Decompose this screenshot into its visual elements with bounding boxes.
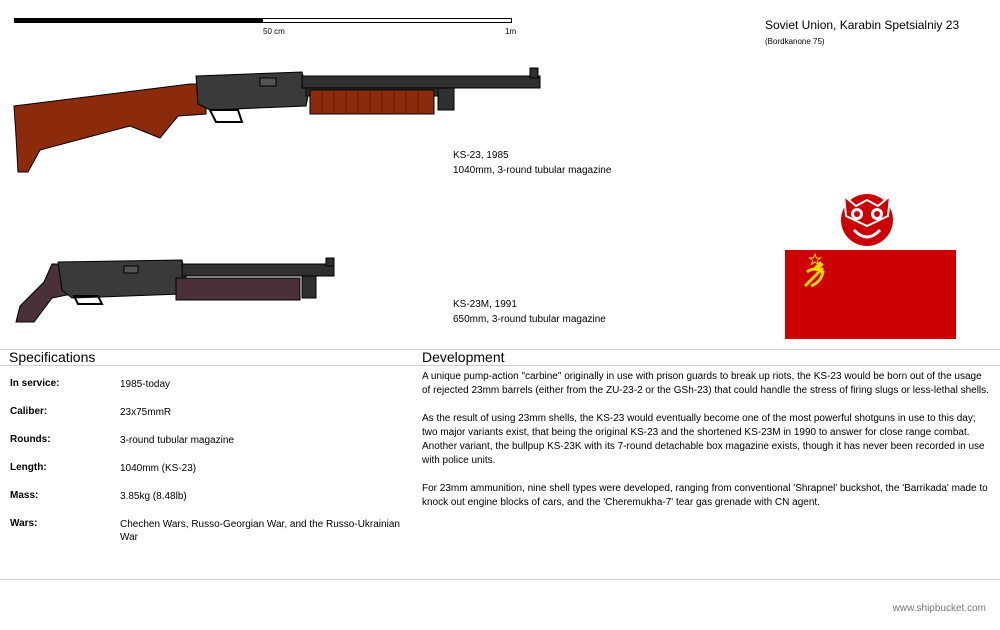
spec-label-wars: Wars: xyxy=(10,518,38,529)
ks23-barrel xyxy=(302,76,540,88)
spec-value-length: 1040mm (KS-23) xyxy=(120,463,197,474)
spec-value-rounds: 3-round tubular magazine xyxy=(120,435,234,446)
owl-emblem-icon xyxy=(838,186,896,248)
specifications-heading: Specifications xyxy=(9,349,96,365)
section-divider-header xyxy=(0,365,1000,366)
development-paragraph-2: As the result of using 23mm shells, the KS-23 would eventually become one of the most powerful shotguns in use to this day; two major variants exist, that being the original KS-23 and the shortened KS-23M in 1990 to answer for close range combat. Another variant, the bullpup KS-23K with its 7-round detachable box magazine exists, though it has never been recorded in use with police units. xyxy=(422,413,985,466)
ks23m-caption xyxy=(453,297,606,327)
spec-label-rounds: Rounds: xyxy=(10,434,51,445)
ks23-caption xyxy=(453,148,611,178)
development-paragraph-3: For 23mm ammunition, nine shell types were developed, ranging from conventional 'Shrapnel' buckshot, the 'Barrikada' made to knock out engine blocks of cars, and the 'Cheremukha-7' tear gas grenade with CN agent. xyxy=(422,483,988,508)
ks23m-desc: 650mm, 3-round tubular magazine xyxy=(453,314,606,325)
scale-label-50cm: 50 cm xyxy=(263,27,285,36)
spec-label-caliber: Caliber: xyxy=(10,406,48,417)
development-paragraph-1: A unique pump-action "carbine" originally in use with prison guards to break up riots, the KS-23 would be born out of the usage of rejected 23mm barrels (either from the ZU-23-2 or the GSh-23) that could handle the stress of firing slugs or less-lethal shells. xyxy=(422,371,989,396)
spec-label-length: Length: xyxy=(10,462,47,473)
page-subtitle: (Bordkanone 75) xyxy=(765,37,825,46)
ks23-desc: 1040mm, 3-round tubular magazine xyxy=(453,165,612,176)
page-title: Soviet Union, Karabin Spetsialniy 23 xyxy=(765,18,960,32)
ks23-stock xyxy=(14,84,206,172)
ks23-receiver xyxy=(196,72,308,110)
section-divider-bottom xyxy=(0,579,1000,580)
ks23m-forend xyxy=(176,278,300,300)
spec-value-wars: Chechen Wars, Russo-Georgian War, and the Russo-Ukrainian War xyxy=(120,519,400,543)
scale-label-1m: 1m xyxy=(505,27,517,36)
ks23m-illustration xyxy=(12,256,342,328)
soviet-flag-icon xyxy=(785,250,956,339)
scale-bar-fill xyxy=(15,19,263,22)
spec-value-in-service: 1985-today xyxy=(120,379,171,390)
ks23m-barrel xyxy=(182,264,334,276)
spec-label-mass: Mass: xyxy=(10,490,39,501)
scale-bar xyxy=(14,18,512,23)
spec-value-mass: 3.85kg (8.48lb) xyxy=(120,491,187,502)
ks23-forend xyxy=(310,90,434,114)
spec-label-in-service: In service: xyxy=(10,378,60,389)
ks23m-receiver xyxy=(58,260,188,298)
footer-link[interactable]: www.shipbucket.com xyxy=(892,603,986,614)
spec-value-caliber: 23x75mmR xyxy=(120,407,172,418)
development-heading: Development xyxy=(422,349,505,365)
development-text xyxy=(422,370,992,524)
ks23m-name: KS-23M, 1991 xyxy=(453,299,517,310)
ks23-name: KS-23, 1985 xyxy=(453,150,509,161)
